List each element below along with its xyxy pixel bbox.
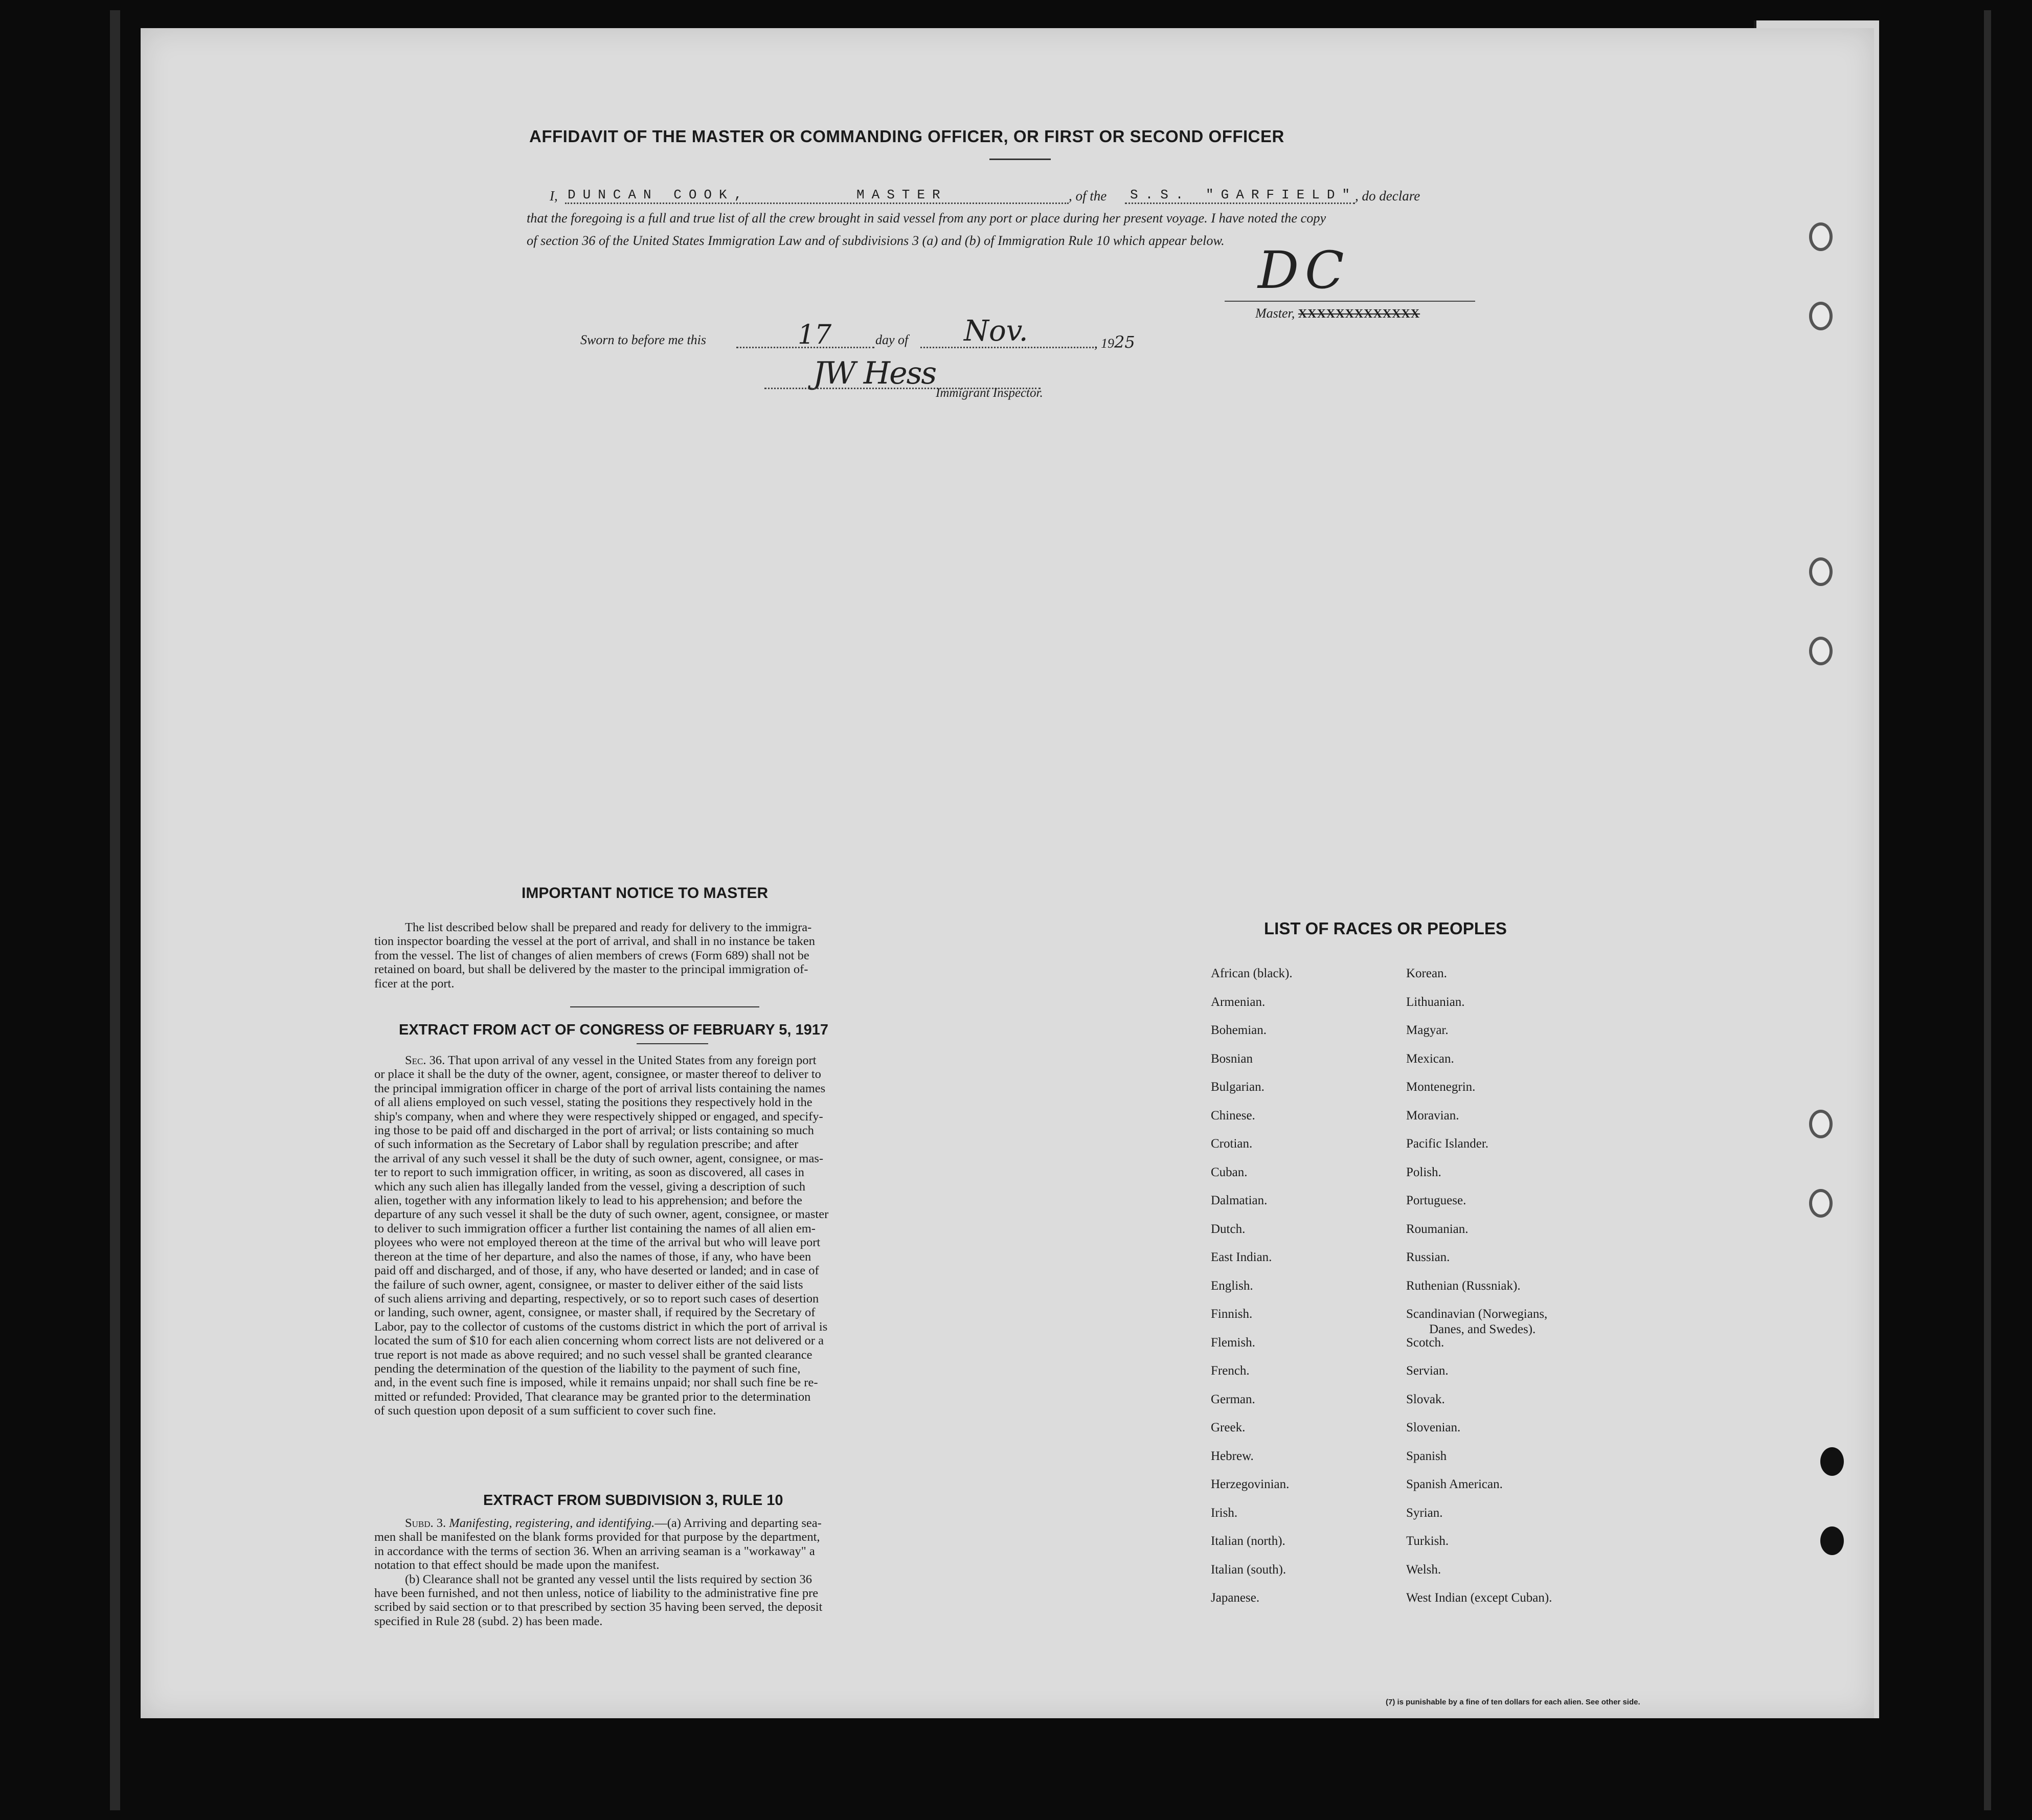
rule-line: men shall be manifested on the blank forms provided for that purpose by the department, xyxy=(374,1530,820,1544)
extract-act-body xyxy=(374,1053,950,1418)
notice-title: IMPORTANT NOTICE TO MASTER xyxy=(522,885,769,902)
act-first-line xyxy=(374,1053,950,1067)
race-item: Pacific Islander. xyxy=(1406,1137,1489,1151)
race-item: Crotian. xyxy=(1211,1137,1253,1151)
title-rule xyxy=(989,159,1051,160)
act-line: ter to report to such immigration officer, in writing, as soon as discovered, all cases in xyxy=(374,1165,804,1180)
act-line: and, in the event such fine is imposed, while it remains unpaid; nor shall such fine be re- xyxy=(374,1376,818,1390)
act-line: the principal immigration officer in charge of the port of arrival lists containing the names xyxy=(374,1081,826,1095)
race-item: Armenian. xyxy=(1211,995,1266,1009)
race-item: Scotch. xyxy=(1406,1335,1444,1350)
act-line: Labor, pay to the collector of customs of the customs district in which the port of arrival is xyxy=(374,1319,828,1334)
race-item: Polish. xyxy=(1406,1165,1441,1179)
declaration-line-1 xyxy=(550,188,558,204)
race-item: Spanish xyxy=(1406,1449,1447,1463)
race-item: Roumanian. xyxy=(1406,1222,1469,1236)
film-edge-left xyxy=(110,10,120,1810)
race-item: Servian. xyxy=(1406,1364,1449,1378)
day-of-text: day of xyxy=(875,332,909,347)
race-item: Turkish. xyxy=(1406,1534,1449,1548)
race-item: Japanese. xyxy=(1211,1591,1260,1605)
subd-heading: Manifesting, registering, and identifying. xyxy=(449,1516,655,1530)
race-item: Scandinavian (Norwegians, xyxy=(1406,1307,1548,1321)
act-line: of such aliens arriving and departing, respectively, or so to report such cases of desertion xyxy=(374,1291,819,1306)
act-line: paid off and discharged, and of those, if any, who have deserted or landed; and in case of xyxy=(374,1264,819,1278)
race-item: Welsh. xyxy=(1406,1562,1441,1577)
footnote: (7) is punishable by a fine of ten dollars for each alien. See other side. xyxy=(1386,1698,1640,1706)
race-item: Slovak. xyxy=(1406,1392,1445,1406)
act-line: of such question upon deposit of a sum sufficient to cover such fine. xyxy=(374,1404,716,1418)
notice-line: from the vessel. The list of changes of alien members of crews (Form 689) shall not be xyxy=(374,948,809,962)
act-line: That upon arrival of any vessel in the United States from any foreign port xyxy=(447,1053,817,1067)
name-fill-line xyxy=(565,203,1069,204)
act-line: the arrival of any such vessel it shall be the duty of such owner, agent, consignee, or mas- xyxy=(374,1151,824,1165)
rule-line: notation to that effect should be made upon the manifest. xyxy=(374,1558,660,1572)
act-line: or place it shall be the duty of the owner, agent, consignee, or master thereof to deliver to xyxy=(374,1067,821,1082)
race-item: Ruthenian (Russniak). xyxy=(1406,1278,1521,1293)
act-line: to deliver to such immigration officer a further list containing the names of all alien em- xyxy=(374,1221,816,1235)
year-suffix: 25 xyxy=(1114,332,1135,352)
act-line: departure of any such vessel it shall be the duty of such owner, agent, consignee, or master xyxy=(374,1207,829,1222)
rule-line: have been furnished, and not then unless, notice of liability to the administrative fine pre xyxy=(374,1586,819,1601)
race-item: French. xyxy=(1211,1364,1250,1378)
race-item: Flemish. xyxy=(1211,1335,1255,1350)
sworn-prefix: Sworn to before me this xyxy=(580,332,707,347)
race-item: Moravian. xyxy=(1406,1108,1459,1122)
race-item: Russian. xyxy=(1406,1250,1450,1264)
inspector-title: Immigrant Inspector. xyxy=(936,386,1043,400)
rule-line: specified in Rule 28 (subd. 2) has been made. xyxy=(374,1614,603,1628)
race-item: Bosnian xyxy=(1211,1051,1253,1066)
race-item: Dutch. xyxy=(1211,1222,1246,1236)
race-item: West Indian (except Cuban). xyxy=(1406,1591,1552,1605)
signer-role xyxy=(1255,306,1420,321)
signature-line xyxy=(1225,301,1475,302)
struck-title: XXXXXXXXXXXXX xyxy=(1298,307,1420,321)
race-item: Danes, and Swedes). xyxy=(1429,1322,1536,1336)
act-line: of such information as the Secretary of Labor shall by regulation prescribe; and after xyxy=(374,1137,799,1152)
binder-hole xyxy=(1820,1447,1844,1476)
act-line: which any such alien has illegally landed from the vessel, giving a description of such xyxy=(374,1179,805,1194)
of-the-text: , of the xyxy=(1069,188,1107,204)
year-field xyxy=(1094,332,1135,352)
extract-rule-title: EXTRACT FROM SUBDIVISION 3, RULE 10 xyxy=(483,1492,783,1509)
extract-rule-body xyxy=(374,1516,950,1628)
document-page xyxy=(141,28,1874,1718)
act-line: ship's company, when and where they were respectively shipped or engaged, and specify- xyxy=(374,1109,823,1124)
extract-act-title: EXTRACT FROM ACT OF CONGRESS OF FEBRUARY 5, 1917 xyxy=(399,1022,829,1038)
races-title: LIST OF RACES OR PEOPLES xyxy=(1264,919,1507,938)
rule-first-line xyxy=(374,1516,950,1530)
master-signature: D C xyxy=(1258,240,1339,300)
binder-hole xyxy=(1809,302,1833,330)
vessel-name: S.S. "GARFIELD" xyxy=(1130,187,1358,203)
rule-line: (b) Clearance shall not be granted any vessel until the lists required by section 36 xyxy=(405,1572,812,1586)
race-item: Portuguese. xyxy=(1406,1194,1466,1207)
race-item: Dalmatian. xyxy=(1211,1194,1268,1207)
act-line: alien, together with any information likely to lead to his apprehension; and before the xyxy=(374,1194,802,1208)
race-item: Slovenian. xyxy=(1406,1421,1461,1434)
binder-hole xyxy=(1809,637,1833,665)
act-line: or landing, such owner, agent, consignee, or master shall, if required by the Secretary of xyxy=(374,1306,816,1320)
film-edge-right xyxy=(1984,10,1991,1810)
race-item: Herzegovinian. xyxy=(1211,1477,1290,1491)
binder-hole xyxy=(1809,557,1833,586)
race-item: Chinese. xyxy=(1211,1108,1255,1122)
act-line: the failure of such owner, agent, consignee, or master to deliver either of the said lists xyxy=(374,1277,803,1292)
notice-line: tion inspector boarding the vessel at the port of arrival, and shall in no instance be taken xyxy=(374,934,816,949)
rule-line: scribed by said section or to that prescribed by section 35 having been served, the deposit xyxy=(374,1600,823,1614)
year-prefix: , 19 xyxy=(1094,336,1114,351)
race-item: Lithuanian. xyxy=(1406,995,1465,1009)
act-line: ployees who were not employed thereon at the time of the arrival but who will leave port xyxy=(374,1235,821,1250)
inspector-signature: JW Hess xyxy=(813,355,936,391)
race-item: Montenegrin. xyxy=(1406,1080,1476,1094)
do-declare-text: , do declare xyxy=(1355,188,1420,204)
declaration-prefix: I, xyxy=(550,188,558,204)
race-item: German. xyxy=(1211,1392,1255,1406)
race-item: Greek. xyxy=(1211,1421,1246,1434)
master-name: DUNCAN COOK, xyxy=(568,187,750,203)
race-item: Cuban. xyxy=(1211,1165,1248,1179)
race-item: Italian (south). xyxy=(1211,1562,1286,1577)
act-line: ing those to be paid off and discharged in the port of arrival; or lists containing so much xyxy=(374,1124,814,1138)
race-item: Italian (north). xyxy=(1211,1534,1285,1548)
notice-body xyxy=(374,920,947,991)
act-line: thereon at the time of her departure, and also the names of those, if any, who have been xyxy=(374,1249,811,1264)
sworn-day: 17 xyxy=(798,320,832,350)
race-item: Syrian. xyxy=(1406,1506,1443,1520)
master-rank: MASTER xyxy=(856,187,947,203)
binder-hole xyxy=(1809,1110,1833,1138)
declaration-line-3: of section 36 of the United States Immigration Law and of subdivisions 3 (a) and (b) of Immigration Rule 10 which appear below. xyxy=(527,233,1225,248)
declaration-line-2: that the foregoing is a full and true list of all the crew brought in said vessel from any port or place during her present voyage. I have noted the copy xyxy=(527,211,1326,226)
act-line: pending the determination of the question of the liability to the payment of such fine, xyxy=(374,1361,801,1376)
race-item: Bulgarian. xyxy=(1211,1080,1265,1094)
binder-hole xyxy=(1809,222,1833,251)
sworn-month: Nov. xyxy=(964,314,1028,348)
notice-line: retained on board, but shall be delivered by the master to the principal immigration of- xyxy=(374,962,808,977)
race-item: Irish. xyxy=(1211,1506,1238,1520)
vessel-fill-line xyxy=(1125,203,1355,204)
act-line: of all aliens employed on such vessel, stating the positions they respectively hold in the xyxy=(374,1095,812,1110)
race-item: Finnish. xyxy=(1211,1307,1253,1321)
race-item: Mexican. xyxy=(1406,1051,1454,1066)
race-item: Bohemian. xyxy=(1211,1023,1267,1037)
act-line: true report is not made as above required; and no such vessel shall be granted clearance xyxy=(374,1347,812,1362)
race-item: Magyar. xyxy=(1406,1023,1449,1037)
binder-hole xyxy=(1820,1526,1844,1555)
sec-label: Sec. 36. xyxy=(405,1053,445,1067)
race-item: Korean. xyxy=(1406,967,1447,980)
extract-act-rule xyxy=(637,1043,708,1044)
race-item: East Indian. xyxy=(1211,1250,1272,1264)
binder-hole xyxy=(1809,1189,1833,1218)
subd-label: Subd. 3. xyxy=(405,1516,446,1530)
rule-line: —(a) Arriving and departing sea- xyxy=(654,1516,822,1530)
signer-role-label: Master, xyxy=(1255,306,1295,321)
affidavit-title: AFFIDAVIT OF THE MASTER OR COMMANDING OFFICER, OR FIRST OR SECOND OFFICER xyxy=(529,127,1284,146)
race-item: Hebrew. xyxy=(1211,1449,1254,1463)
rule-line: in accordance with the terms of section 36. When an arriving seaman is a "workaway" a xyxy=(374,1544,815,1558)
race-item: English. xyxy=(1211,1278,1253,1293)
notice-line: ficer at the port. xyxy=(374,976,455,991)
notice-rule xyxy=(570,1006,759,1007)
act-line: located the sum of $10 for each alien concerning whom correct lists are not delivered or a xyxy=(374,1334,824,1348)
race-item: Spanish American. xyxy=(1406,1477,1503,1491)
race-item: African (black). xyxy=(1211,967,1293,980)
act-line: mitted or refunded: Provided, That clearance may be granted prior to the determination xyxy=(374,1389,811,1404)
notice-line: The list described below shall be prepared and ready for delivery to the immigra- xyxy=(405,920,812,934)
